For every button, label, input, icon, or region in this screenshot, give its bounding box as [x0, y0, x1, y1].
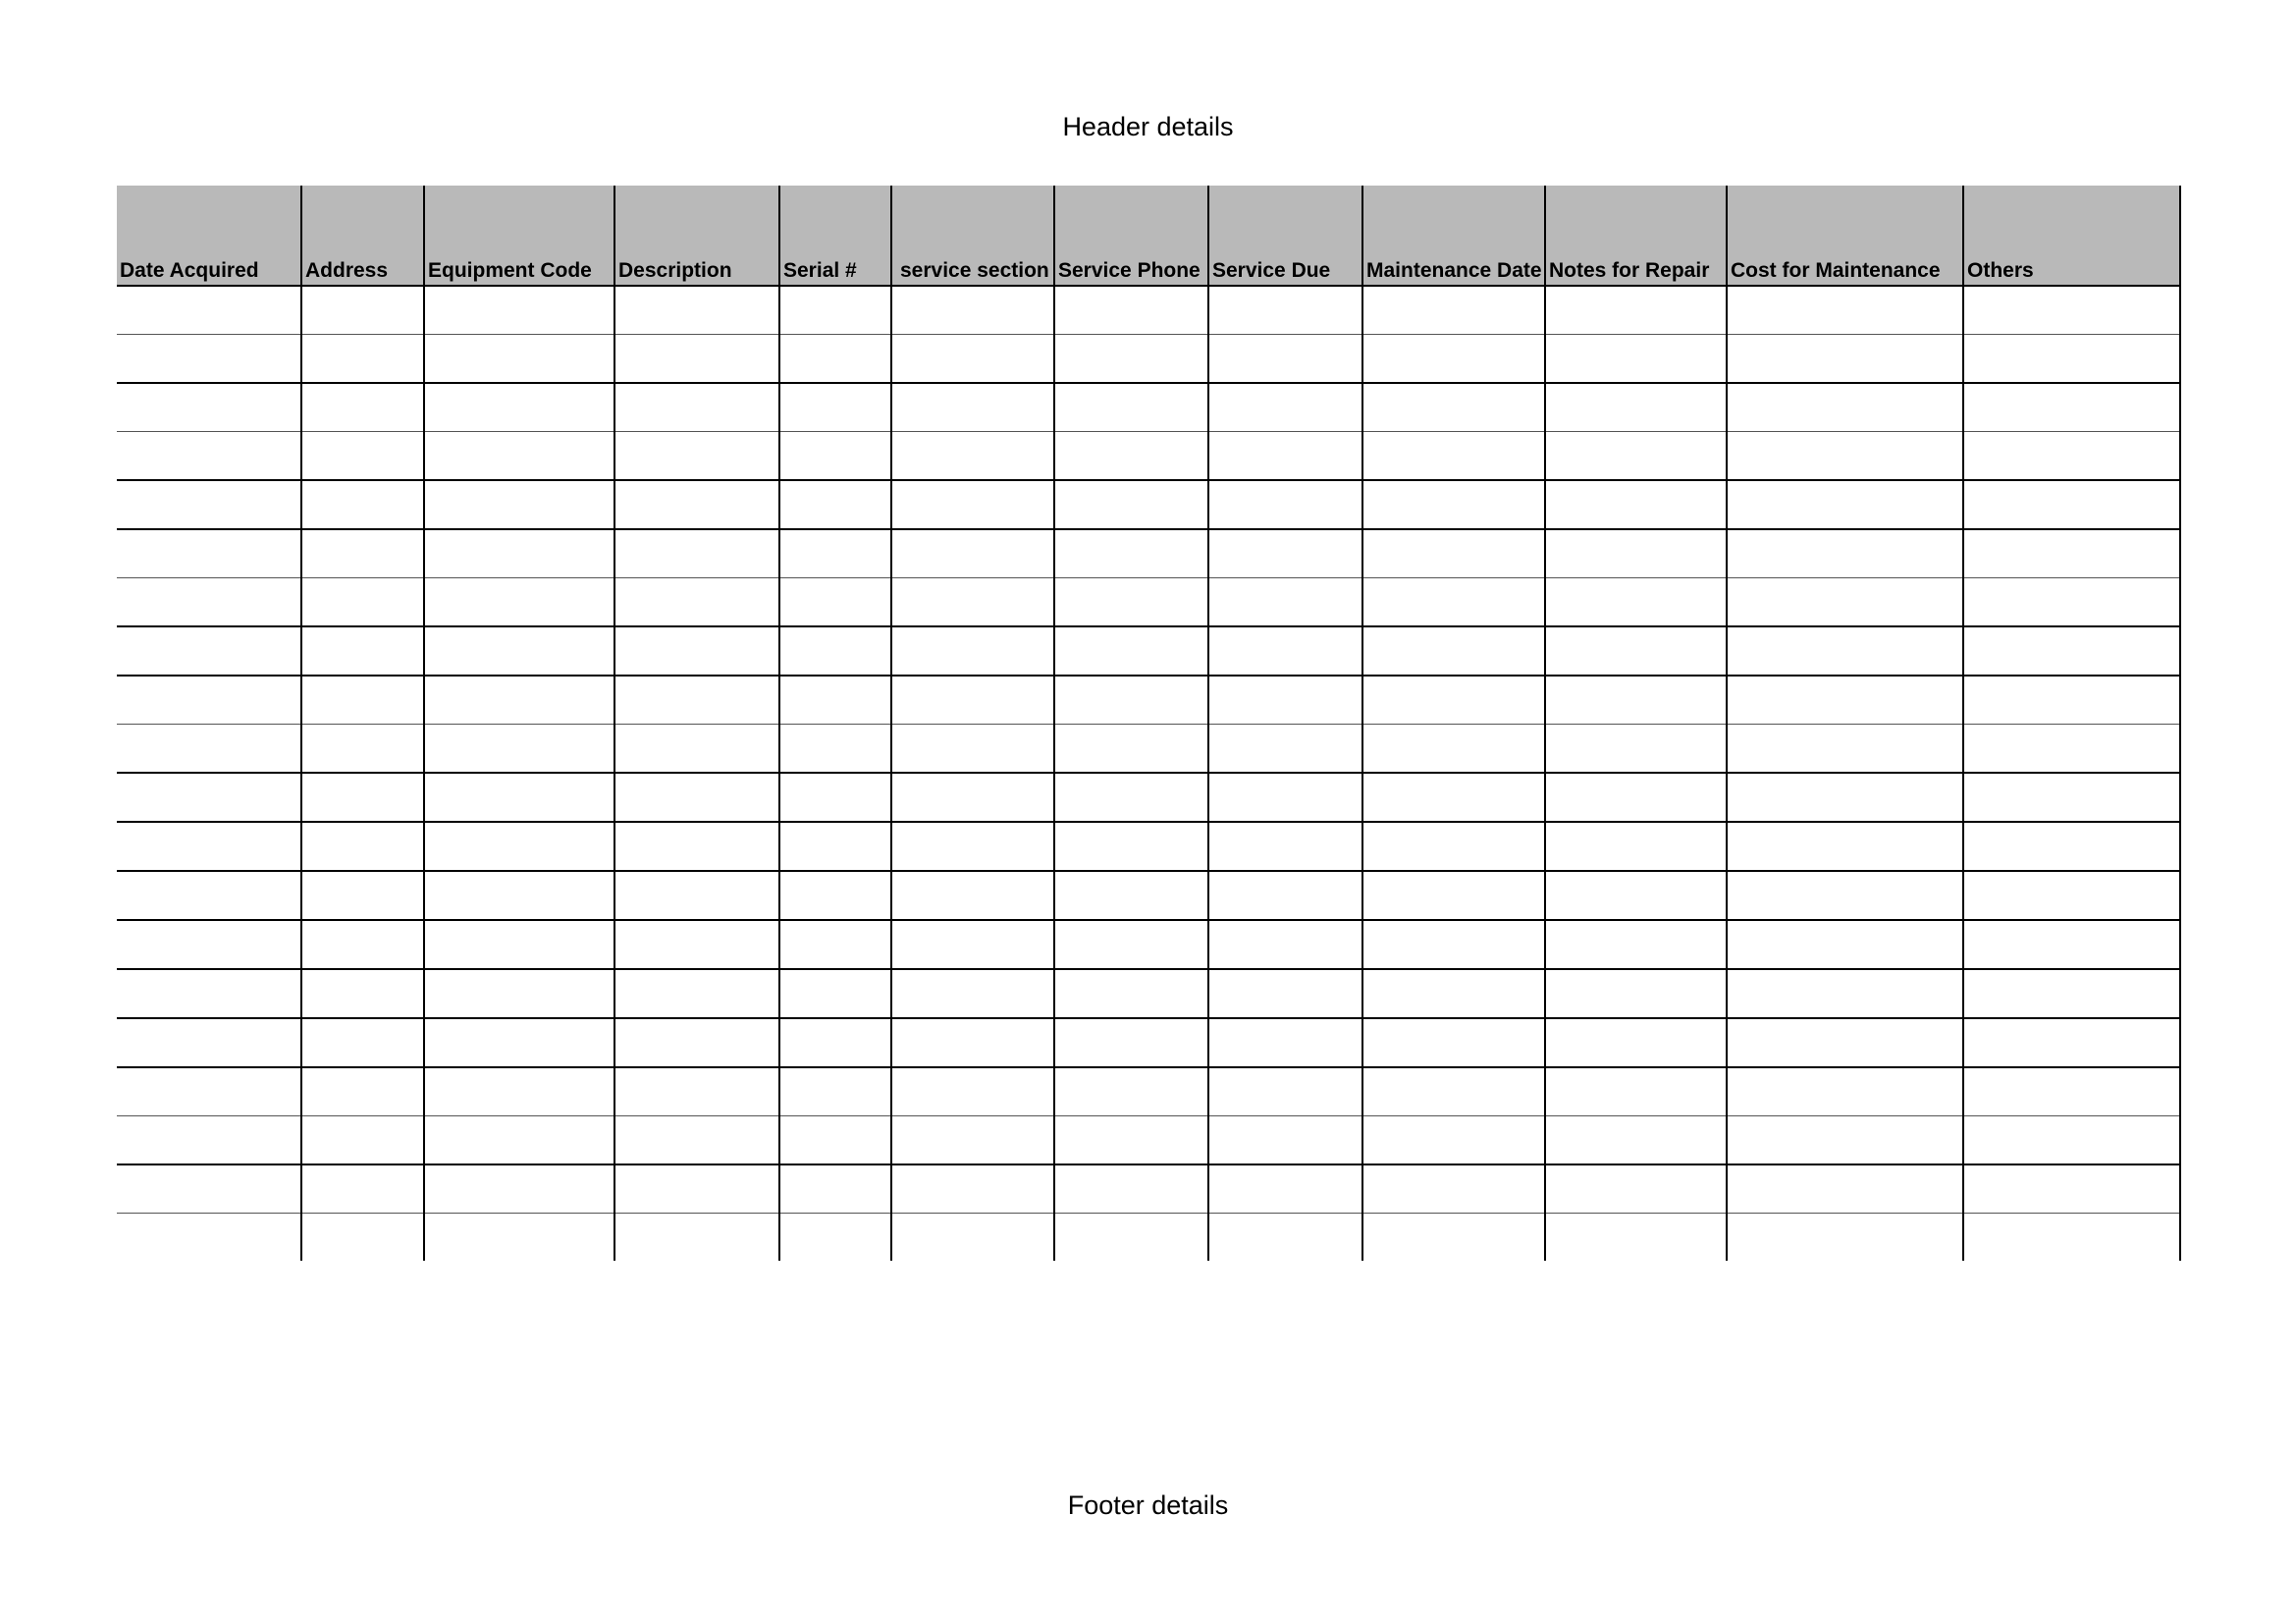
table-cell[interactable] [1054, 578, 1208, 627]
table-cell[interactable] [117, 920, 301, 969]
column-header-description: Description [614, 186, 779, 286]
table-cell[interactable] [1054, 1214, 1208, 1262]
table-cell[interactable] [1362, 432, 1545, 481]
table-cell[interactable] [1362, 676, 1545, 725]
table-cell[interactable] [301, 1164, 424, 1214]
table-cell[interactable] [1727, 335, 1963, 384]
table-cell[interactable] [1963, 1214, 2180, 1262]
table-row [117, 1018, 2180, 1067]
table-cell[interactable] [1545, 578, 1727, 627]
table-cell[interactable] [1054, 920, 1208, 969]
table-cell[interactable] [891, 920, 1054, 969]
table-cell[interactable] [1362, 725, 1545, 774]
table-cell[interactable] [1362, 286, 1545, 335]
table-cell[interactable] [117, 529, 301, 578]
table-row [117, 529, 2180, 578]
table-row [117, 432, 2180, 481]
table-cell[interactable] [1362, 1018, 1545, 1067]
table-cell[interactable] [1054, 773, 1208, 822]
table-cell[interactable] [424, 480, 614, 529]
table-cell[interactable] [1362, 480, 1545, 529]
table-cell[interactable] [1054, 432, 1208, 481]
table-cell[interactable] [424, 1214, 614, 1262]
page-footer: Footer details [1067, 1490, 1229, 1520]
table-cell[interactable] [779, 969, 891, 1018]
table-cell[interactable] [891, 773, 1054, 822]
table-cell[interactable] [424, 1018, 614, 1067]
table-cell[interactable] [779, 1164, 891, 1214]
table-cell[interactable] [117, 383, 301, 432]
column-header-equipment-code: Equipment Code [424, 186, 614, 286]
table-cell[interactable] [1727, 626, 1963, 676]
table-cell[interactable] [117, 480, 301, 529]
column-header-address: Address [301, 186, 424, 286]
table-cell[interactable] [424, 725, 614, 774]
table-cell[interactable] [1208, 432, 1362, 481]
table-cell[interactable] [614, 432, 779, 481]
table-cell[interactable] [891, 969, 1054, 1018]
table-cell[interactable] [891, 1018, 1054, 1067]
table-cell[interactable] [1727, 676, 1963, 725]
table-header-row [117, 186, 2180, 286]
table-cell[interactable] [1054, 1067, 1208, 1116]
table-cell[interactable] [614, 969, 779, 1018]
table-cell[interactable] [1963, 1164, 2180, 1214]
table-cell[interactable] [1054, 822, 1208, 871]
table-cell[interactable] [301, 969, 424, 1018]
table-cell[interactable] [1963, 920, 2180, 969]
table-cell[interactable] [1054, 383, 1208, 432]
table-cell[interactable] [301, 529, 424, 578]
table-cell[interactable] [117, 871, 301, 920]
table-cell[interactable] [614, 822, 779, 871]
table-cell[interactable] [1362, 871, 1545, 920]
table-cell[interactable] [779, 1214, 891, 1262]
table-cell[interactable] [779, 432, 891, 481]
table-cell[interactable] [1545, 1067, 1727, 1116]
table-cell[interactable] [117, 1164, 301, 1214]
table-cell[interactable] [614, 1018, 779, 1067]
table-cell[interactable] [1362, 578, 1545, 627]
table-cell[interactable] [1054, 529, 1208, 578]
table-cell[interactable] [301, 1018, 424, 1067]
table-cell[interactable] [424, 1164, 614, 1214]
table-cell[interactable] [301, 383, 424, 432]
table-cell[interactable] [1727, 920, 1963, 969]
table-cell[interactable] [117, 1116, 301, 1165]
table-cell[interactable] [424, 871, 614, 920]
table-row [117, 383, 2180, 432]
table-cell[interactable] [1727, 822, 1963, 871]
table-cell[interactable] [614, 1214, 779, 1262]
table-cell[interactable] [1362, 383, 1545, 432]
table-row [117, 822, 2180, 871]
table-cell[interactable] [614, 871, 779, 920]
table-cell[interactable] [1545, 1018, 1727, 1067]
table-cell[interactable] [1727, 383, 1963, 432]
table-cell[interactable] [117, 773, 301, 822]
table-cell[interactable] [424, 1067, 614, 1116]
table-cell[interactable] [1963, 286, 2180, 335]
table-cell[interactable] [779, 725, 891, 774]
table-cell[interactable] [779, 676, 891, 725]
table-cell[interactable] [301, 480, 424, 529]
table-cell[interactable] [891, 432, 1054, 481]
table-cell[interactable] [1545, 286, 1727, 335]
table-cell[interactable] [1963, 871, 2180, 920]
table-cell[interactable] [117, 822, 301, 871]
table-cell[interactable] [1963, 383, 2180, 432]
table-cell[interactable] [891, 383, 1054, 432]
table-cell[interactable] [779, 578, 891, 627]
table-cell[interactable] [424, 773, 614, 822]
table-cell[interactable] [1545, 773, 1727, 822]
table-cell[interactable] [891, 1164, 1054, 1214]
table-cell[interactable] [614, 383, 779, 432]
table-cell[interactable] [1362, 773, 1545, 822]
table-cell[interactable] [1362, 1067, 1545, 1116]
table-cell[interactable] [614, 1116, 779, 1165]
table-cell[interactable] [1208, 480, 1362, 529]
table-cell[interactable] [779, 1067, 891, 1116]
table-cell[interactable] [891, 578, 1054, 627]
column-header-date-acquired: Date Acquired [117, 186, 301, 286]
table-cell[interactable] [1963, 822, 2180, 871]
page-header: Header details [1062, 112, 1234, 141]
table-cell[interactable] [1963, 578, 2180, 627]
table-row [117, 286, 2180, 335]
table-cell[interactable] [1545, 383, 1727, 432]
table-cell[interactable] [1208, 626, 1362, 676]
table-cell[interactable] [1054, 626, 1208, 676]
table-cell[interactable] [117, 335, 301, 384]
table-cell[interactable] [117, 969, 301, 1018]
table-cell[interactable] [891, 871, 1054, 920]
table-cell[interactable] [1545, 725, 1727, 774]
table-cell[interactable] [117, 578, 301, 627]
table-cell[interactable] [614, 626, 779, 676]
table-cell[interactable] [1727, 725, 1963, 774]
table-cell[interactable] [1545, 920, 1727, 969]
table-cell[interactable] [1545, 432, 1727, 481]
table-cell[interactable] [301, 871, 424, 920]
table-cell[interactable] [891, 822, 1054, 871]
table-cell[interactable] [1545, 626, 1727, 676]
table-cell[interactable] [1545, 871, 1727, 920]
table-cell[interactable] [301, 676, 424, 725]
column-header-cost-for-maintenance: Cost for Maintenance [1727, 186, 1963, 286]
table-row [117, 969, 2180, 1018]
table-row [117, 920, 2180, 969]
table-cell[interactable] [1963, 676, 2180, 725]
table-cell[interactable] [891, 1067, 1054, 1116]
table-cell[interactable] [1545, 822, 1727, 871]
column-header-service-due: Service Due [1208, 186, 1362, 286]
table-cell[interactable] [1727, 1067, 1963, 1116]
table-cell[interactable] [117, 1067, 301, 1116]
table-cell[interactable] [424, 969, 614, 1018]
table-cell[interactable] [1963, 1116, 2180, 1165]
table-cell[interactable] [1727, 432, 1963, 481]
table-cell[interactable] [891, 676, 1054, 725]
table-row [117, 871, 2180, 920]
table-cell[interactable] [117, 1214, 301, 1262]
table-cell[interactable] [1545, 1214, 1727, 1262]
table-cell[interactable] [1054, 969, 1208, 1018]
table-cell[interactable] [1208, 1164, 1362, 1214]
table-cell[interactable] [301, 432, 424, 481]
table-cell[interactable] [614, 1164, 779, 1214]
table-cell[interactable] [1054, 286, 1208, 335]
table-row [117, 1164, 2180, 1214]
table-cell[interactable] [1963, 480, 2180, 529]
table-cell[interactable] [614, 480, 779, 529]
table-cell[interactable] [1208, 871, 1362, 920]
table-cell[interactable] [891, 286, 1054, 335]
table-cell[interactable] [1208, 286, 1362, 335]
table-cell[interactable] [1727, 286, 1963, 335]
table-cell[interactable] [301, 626, 424, 676]
table-cell[interactable] [1054, 871, 1208, 920]
table-cell[interactable] [779, 871, 891, 920]
table-cell[interactable] [1545, 676, 1727, 725]
table-cell[interactable] [424, 432, 614, 481]
table-cell[interactable] [117, 1018, 301, 1067]
table-cell[interactable] [424, 1116, 614, 1165]
table-cell[interactable] [1963, 626, 2180, 676]
table-cell[interactable] [301, 1214, 424, 1262]
table-cell[interactable] [301, 822, 424, 871]
table-cell[interactable] [1208, 1018, 1362, 1067]
table-cell[interactable] [779, 920, 891, 969]
table-row [117, 773, 2180, 822]
table-cell[interactable] [1727, 578, 1963, 627]
table-cell[interactable] [117, 626, 301, 676]
table-cell[interactable] [424, 676, 614, 725]
table-row [117, 578, 2180, 627]
table-cell[interactable] [424, 286, 614, 335]
column-header-service-phone: Service Phone [1054, 186, 1208, 286]
table-cell[interactable] [1208, 1214, 1362, 1262]
table-cell[interactable] [424, 335, 614, 384]
table-cell[interactable] [1963, 1067, 2180, 1116]
table-cell[interactable] [301, 773, 424, 822]
table-cell[interactable] [1208, 529, 1362, 578]
table-cell[interactable] [779, 286, 891, 335]
table-cell[interactable] [1208, 335, 1362, 384]
table-cell[interactable] [1963, 1018, 2180, 1067]
table-cell[interactable] [424, 626, 614, 676]
table-cell[interactable] [1963, 969, 2180, 1018]
table-cell[interactable] [1054, 480, 1208, 529]
column-header-notes-for-repair: Notes for Repair [1545, 186, 1727, 286]
table-cell[interactable] [1545, 335, 1727, 384]
column-header-service-section: service section [891, 186, 1054, 286]
table-cell[interactable] [301, 335, 424, 384]
table-cell[interactable] [1208, 725, 1362, 774]
table-row [117, 1214, 2180, 1262]
table-cell[interactable] [891, 1116, 1054, 1165]
table-cell[interactable] [779, 383, 891, 432]
table-cell[interactable] [1727, 1214, 1963, 1262]
table-cell[interactable] [1208, 578, 1362, 627]
table-cell[interactable] [1727, 480, 1963, 529]
column-header-maintenance-date: Maintenance Date [1362, 186, 1545, 286]
table-cell[interactable] [891, 1214, 1054, 1262]
table-cell[interactable] [779, 1116, 891, 1165]
table-cell[interactable] [1963, 335, 2180, 384]
table-cell[interactable] [424, 920, 614, 969]
table-cell[interactable] [1545, 969, 1727, 1018]
table-cell[interactable] [891, 480, 1054, 529]
table-cell[interactable] [1208, 1116, 1362, 1165]
table-cell[interactable] [1963, 432, 2180, 481]
table-cell[interactable] [779, 529, 891, 578]
table-cell[interactable] [614, 725, 779, 774]
table-row [117, 480, 2180, 529]
table-cell[interactable] [1545, 1164, 1727, 1214]
table-cell[interactable] [1362, 822, 1545, 871]
table-cell[interactable] [1054, 1116, 1208, 1165]
table-cell[interactable] [1545, 529, 1727, 578]
table-cell[interactable] [1727, 1164, 1963, 1214]
table-row [117, 676, 2180, 725]
table-cell[interactable] [614, 529, 779, 578]
table-row [117, 335, 2180, 384]
table-cell[interactable] [424, 578, 614, 627]
table-cell[interactable] [1545, 1116, 1727, 1165]
table-cell[interactable] [779, 1018, 891, 1067]
table-cell[interactable] [301, 1067, 424, 1116]
table-cell[interactable] [1545, 480, 1727, 529]
table-cell[interactable] [1208, 969, 1362, 1018]
table-cell[interactable] [614, 773, 779, 822]
table-cell[interactable] [424, 822, 614, 871]
table-cell[interactable] [1362, 1214, 1545, 1262]
table-cell[interactable] [1362, 626, 1545, 676]
table-cell[interactable] [1054, 1164, 1208, 1214]
table-cell[interactable] [614, 335, 779, 384]
table-cell[interactable] [891, 335, 1054, 384]
table-cell[interactable] [1963, 773, 2180, 822]
table-cell[interactable] [1054, 676, 1208, 725]
table-cell[interactable] [301, 920, 424, 969]
table-cell[interactable] [1362, 1116, 1545, 1165]
table-cell[interactable] [1963, 529, 2180, 578]
table-cell[interactable] [891, 725, 1054, 774]
table-cell[interactable] [891, 529, 1054, 578]
table-cell[interactable] [1963, 725, 2180, 774]
table-cell[interactable] [1727, 969, 1963, 1018]
table-cell[interactable] [779, 480, 891, 529]
table-cell[interactable] [614, 286, 779, 335]
table-cell[interactable] [424, 529, 614, 578]
table-cell[interactable] [1208, 383, 1362, 432]
table-cell[interactable] [301, 578, 424, 627]
column-header-serial: Serial # [779, 186, 891, 286]
table-cell[interactable] [301, 286, 424, 335]
table-cell[interactable] [1362, 920, 1545, 969]
table-cell[interactable] [779, 335, 891, 384]
table-cell[interactable] [117, 286, 301, 335]
table-cell[interactable] [1727, 1116, 1963, 1165]
equipment-maintenance-table [117, 186, 2181, 1261]
column-header-others: Others [1963, 186, 2180, 286]
table-cell[interactable] [117, 432, 301, 481]
table-body [117, 286, 2180, 1261]
table-cell[interactable] [301, 725, 424, 774]
table-cell[interactable] [1208, 773, 1362, 822]
table-cell[interactable] [779, 773, 891, 822]
table-cell[interactable] [1054, 335, 1208, 384]
table-row [117, 626, 2180, 676]
table-cell[interactable] [1362, 529, 1545, 578]
table-cell[interactable] [424, 383, 614, 432]
table-cell[interactable] [1208, 920, 1362, 969]
table-cell[interactable] [614, 578, 779, 627]
table-cell[interactable] [1727, 773, 1963, 822]
table-cell[interactable] [1208, 822, 1362, 871]
table-cell[interactable] [779, 626, 891, 676]
table-cell[interactable] [1054, 1018, 1208, 1067]
table-cell[interactable] [1362, 969, 1545, 1018]
table-cell[interactable] [1727, 529, 1963, 578]
table-cell[interactable] [1054, 725, 1208, 774]
table-cell[interactable] [1727, 1018, 1963, 1067]
table-cell[interactable] [614, 920, 779, 969]
table-cell[interactable] [1362, 335, 1545, 384]
table-cell[interactable] [117, 725, 301, 774]
table-cell[interactable] [614, 1067, 779, 1116]
table-cell[interactable] [1362, 1164, 1545, 1214]
table-cell[interactable] [1208, 1067, 1362, 1116]
table-row [117, 1116, 2180, 1165]
table-cell[interactable] [891, 626, 1054, 676]
table-row [117, 725, 2180, 774]
table-cell[interactable] [301, 1116, 424, 1165]
table-cell[interactable] [117, 676, 301, 725]
table-cell[interactable] [1208, 676, 1362, 725]
table-cell[interactable] [1727, 871, 1963, 920]
table-row [117, 1067, 2180, 1116]
table-cell[interactable] [779, 822, 891, 871]
table-cell[interactable] [614, 676, 779, 725]
